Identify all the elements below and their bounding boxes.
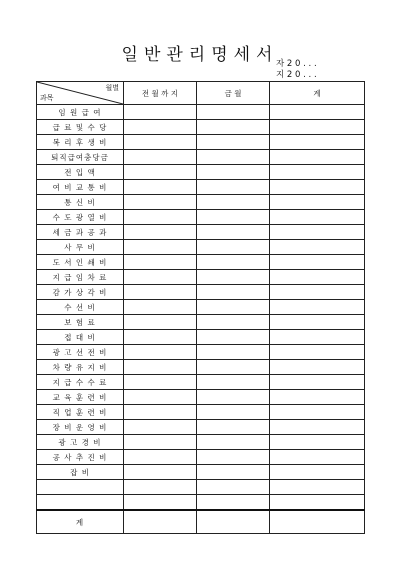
total-cell[interactable] (270, 195, 365, 210)
prev-month-cell[interactable] (124, 165, 197, 180)
header-this-month: 금 월 (197, 82, 270, 105)
table-header-row (37, 82, 365, 105)
account-name: 사 무 비 (37, 240, 124, 255)
this-month-cell[interactable] (197, 240, 270, 255)
total-label: 계 (37, 510, 124, 534)
account-name: 지 급 임 차 료 (37, 270, 124, 285)
total-cell[interactable] (270, 405, 365, 420)
prev-month-cell[interactable] (124, 480, 197, 495)
date-from: 자 2 0 . . . (276, 59, 317, 69)
total-sum-cell[interactable] (270, 510, 365, 534)
total-cell[interactable] (270, 360, 365, 375)
total-cell[interactable] (270, 180, 365, 195)
this-month-cell[interactable] (197, 195, 270, 210)
total-cell[interactable] (270, 390, 365, 405)
table-row (37, 135, 365, 150)
this-month-cell[interactable] (197, 450, 270, 465)
total-cell[interactable] (270, 270, 365, 285)
header-total: 계 (270, 82, 365, 105)
date-to: 지 2 0 . . . (276, 70, 317, 80)
account-name: 직 업 훈 련 비 (37, 405, 124, 420)
account-name: 장 비 운 영 비 (37, 420, 124, 435)
total-cell[interactable] (270, 435, 365, 450)
account-name: 급 료 및 수 당 (37, 120, 124, 135)
this-month-cell[interactable] (197, 420, 270, 435)
account-name: 잡 비 (37, 465, 124, 480)
account-name: 여 비 교 통 비 (37, 180, 124, 195)
this-month-cell[interactable] (197, 465, 270, 480)
this-month-cell[interactable] (197, 180, 270, 195)
table-row (37, 405, 365, 420)
table-row (37, 150, 365, 165)
table-row (37, 240, 365, 255)
total-cell[interactable] (270, 480, 365, 495)
document-title: 일반관리명세서 (121, 45, 279, 65)
total-cell[interactable] (270, 450, 365, 465)
prev-month-cell[interactable] (124, 255, 197, 270)
total-cell[interactable] (270, 330, 365, 345)
this-month-cell[interactable] (197, 165, 270, 180)
prev-month-cell[interactable] (124, 495, 197, 511)
table-row (37, 165, 365, 180)
prev-month-cell[interactable] (124, 315, 197, 330)
expense-table (36, 81, 365, 534)
table-row (37, 225, 365, 240)
account-name: 통 신 비 (37, 195, 124, 210)
this-month-cell[interactable] (197, 255, 270, 270)
account-name: 도 서 인 쇄 비 (37, 255, 124, 270)
table-row (37, 315, 365, 330)
total-cell[interactable] (270, 150, 365, 165)
this-month-cell[interactable] (197, 480, 270, 495)
total-cell[interactable] (270, 495, 365, 511)
table-row (37, 180, 365, 195)
prev-month-cell[interactable] (124, 135, 197, 150)
prev-month-cell[interactable] (124, 210, 197, 225)
prev-month-cell[interactable] (124, 225, 197, 240)
this-month-cell[interactable] (197, 210, 270, 225)
account-name: 수 선 비 (37, 300, 124, 315)
total-cell[interactable] (270, 225, 365, 240)
account-name: 퇴직급여충당금 (37, 150, 124, 165)
table-row (37, 390, 365, 405)
total-row (37, 510, 365, 534)
prev-month-cell[interactable] (124, 375, 197, 390)
this-month-cell[interactable] (197, 225, 270, 240)
prev-month-cell[interactable] (124, 285, 197, 300)
prev-month-cell[interactable] (124, 450, 197, 465)
total-cell[interactable] (270, 315, 365, 330)
total-cell[interactable] (270, 420, 365, 435)
total-cell[interactable] (270, 345, 365, 360)
prev-month-cell[interactable] (124, 105, 197, 120)
total-prev-cell[interactable] (124, 510, 197, 534)
table-row (37, 300, 365, 315)
total-cell[interactable] (270, 165, 365, 180)
table-row (37, 345, 365, 360)
this-month-cell[interactable] (197, 435, 270, 450)
table-row (37, 255, 365, 270)
account-name: 감 가 상 각 비 (37, 285, 124, 300)
total-month-cell[interactable] (197, 510, 270, 534)
this-month-cell[interactable] (197, 315, 270, 330)
account-name: 교 육 훈 련 비 (37, 390, 124, 405)
table-row (37, 120, 365, 135)
table-row (37, 495, 365, 511)
table-row (37, 285, 365, 300)
this-month-cell[interactable] (197, 135, 270, 150)
total-cell[interactable] (270, 210, 365, 225)
table-row (37, 360, 365, 375)
account-name: 수 도 광 열 비 (37, 210, 124, 225)
this-month-cell[interactable] (197, 345, 270, 360)
header-corner-cell (37, 82, 124, 105)
account-name (37, 480, 124, 495)
table-row (37, 480, 365, 495)
account-name: 임 원 급 여 (37, 105, 124, 120)
table-row (37, 465, 365, 480)
account-name: 전 입 액 (37, 165, 124, 180)
this-month-cell[interactable] (197, 360, 270, 375)
prev-month-cell[interactable] (124, 420, 197, 435)
prev-month-cell[interactable] (124, 345, 197, 360)
account-name: 복 리 후 생 비 (37, 135, 124, 150)
total-cell[interactable] (270, 240, 365, 255)
table-row (37, 435, 365, 450)
prev-month-cell[interactable] (124, 300, 197, 315)
this-month-cell[interactable] (197, 405, 270, 420)
this-month-cell[interactable] (197, 495, 270, 511)
table-row (37, 105, 365, 120)
this-month-cell[interactable] (197, 375, 270, 390)
prev-month-cell[interactable] (124, 465, 197, 480)
header-month-label: 월별 (105, 84, 119, 92)
header-prev-month: 전 월 까 지 (124, 82, 197, 105)
header-account-label: 과목 (40, 94, 54, 102)
total-cell[interactable] (270, 105, 365, 120)
account-name: 광 고 선 전 비 (37, 345, 124, 360)
this-month-cell[interactable] (197, 300, 270, 315)
this-month-cell[interactable] (197, 120, 270, 135)
prev-month-cell[interactable] (124, 330, 197, 345)
account-name: 접 대 비 (37, 330, 124, 345)
total-cell[interactable] (270, 300, 365, 315)
prev-month-cell[interactable] (124, 240, 197, 255)
prev-month-cell[interactable] (124, 150, 197, 165)
total-cell[interactable] (270, 120, 365, 135)
table-row (37, 195, 365, 210)
this-month-cell[interactable] (197, 105, 270, 120)
account-name: 공 사 추 진 비 (37, 450, 124, 465)
total-cell[interactable] (270, 135, 365, 150)
account-name: 보 험 료 (37, 315, 124, 330)
account-name: 지 급 수 수 료 (37, 375, 124, 390)
table-row (37, 330, 365, 345)
table-row (37, 375, 365, 390)
this-month-cell[interactable] (197, 330, 270, 345)
prev-month-cell[interactable] (124, 180, 197, 195)
this-month-cell[interactable] (197, 150, 270, 165)
account-name (37, 495, 124, 511)
this-month-cell[interactable] (197, 390, 270, 405)
prev-month-cell[interactable] (124, 120, 197, 135)
prev-month-cell[interactable] (124, 360, 197, 375)
prev-month-cell[interactable] (124, 405, 197, 420)
this-month-cell[interactable] (197, 270, 270, 285)
account-name: 세 금 과 공 과 (37, 225, 124, 240)
total-cell[interactable] (270, 285, 365, 300)
prev-month-cell[interactable] (124, 270, 197, 285)
table-row (37, 450, 365, 465)
account-name: 광 고 경 비 (37, 435, 124, 450)
date-range (276, 59, 376, 81)
total-cell[interactable] (270, 465, 365, 480)
this-month-cell[interactable] (197, 285, 270, 300)
table-row (37, 270, 365, 285)
table-row (37, 420, 365, 435)
total-cell[interactable] (270, 375, 365, 390)
account-name: 차 량 유 지 비 (37, 360, 124, 375)
table-row (37, 210, 365, 225)
total-cell[interactable] (270, 255, 365, 270)
prev-month-cell[interactable] (124, 435, 197, 450)
prev-month-cell[interactable] (124, 195, 197, 210)
prev-month-cell[interactable] (124, 390, 197, 405)
